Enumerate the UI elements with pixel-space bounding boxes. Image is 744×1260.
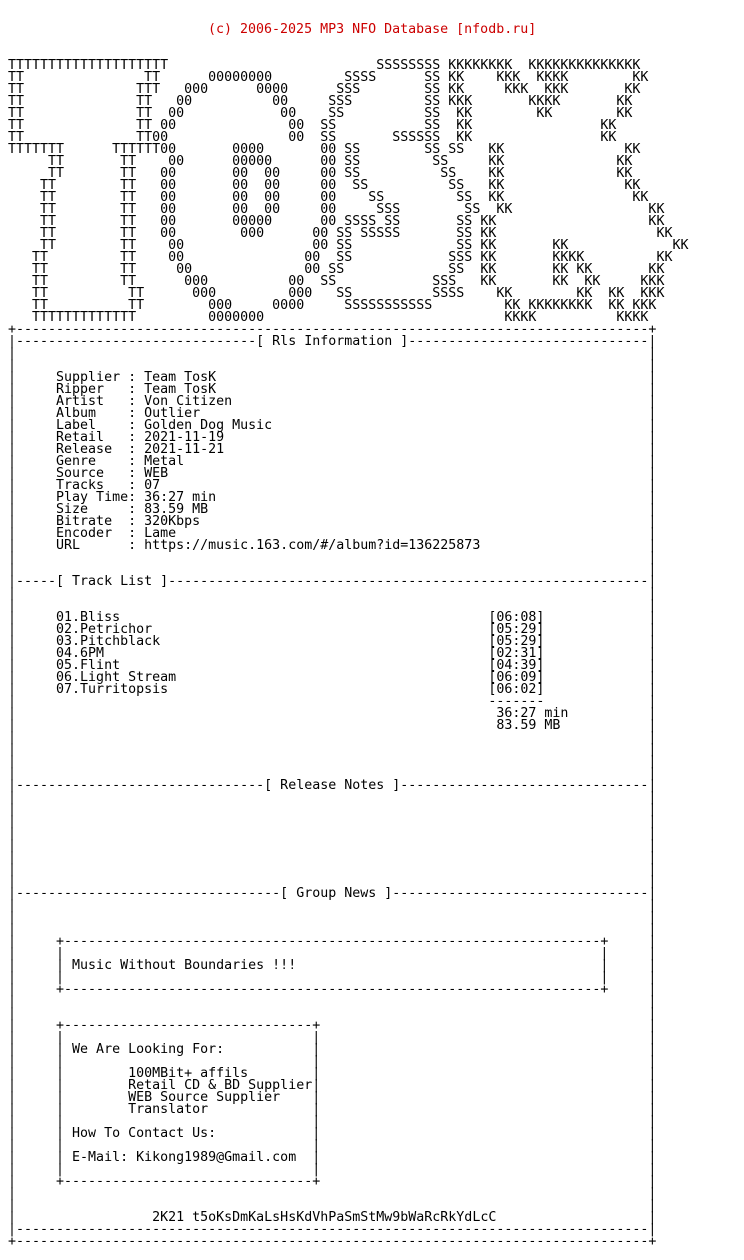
nfo-line: | | [8,730,657,745]
nfo-line: | | | | [8,1030,657,1045]
nfo-line: | | [8,850,657,865]
nfo-line: | | [8,814,657,829]
nfo-line: TT TT 00 00 00 00 SS SS KK KK [8,190,649,205]
nfo-line: | 07.Turritopsis [06:02] | [8,682,657,697]
nfo-line: |-------------------------------[ Release Notes ]-------------------------------| [8,778,657,793]
nfo-line: | Artist : Von Citizen | [8,394,657,409]
nfo-line: | | [8,766,657,781]
nfo-line: | | [8,826,657,841]
nfo-line: | 05.Flint [04:39] | [8,658,657,673]
nfo-line: TT TT 00 00 SS SS KK KK KK [8,238,689,253]
nfo-line: TT TT 00 00 00 00 SSS SS KK KK [8,202,665,217]
nfo-line: TT TT 00 00000 00 SS SS KK KK [8,154,633,169]
nfo-line: | URL : https://music.163.com/#/album?id=136225873 | [8,538,657,553]
nfo-line: | | [8,1198,657,1213]
nfo-line: TT TT 00000000 SSSS SS KK KKK KKKK KK [8,70,649,85]
nfo-line: | +-------------------------------------------------------------------+ | [8,982,657,997]
nfo-line: | Size : 83.59 MB | [8,502,657,517]
nfo-line: TT TT 00 00000 00 SSSS SS SS KK KK [8,214,665,229]
nfo-line: | | [8,994,657,1009]
nfo-line: TTTTTTTTTTTTTTTTTTTT SSSSSSSS KKKKKKKK KKKKKKKKKKKKKK [8,58,641,73]
nfo-line: | | [8,358,657,373]
nfo-line: | | [8,1186,657,1201]
nfo-line: | Bitrate : 320Kbps | [8,514,657,529]
nfo-line: TTTTTTT TTTTTT00 0000 00 SS SS SS KK KK [8,142,641,157]
nfo-line: TT TT 00 000 00 SS SSSSS SS KK KK [8,226,673,241]
nfo-line: | 01.Bliss [06:08] | [8,610,657,625]
nfo-line: | | [8,346,657,361]
nfo-line: | | [8,790,657,805]
nfo-line: |------------------------------[ Rls Information ]------------------------------| [8,334,657,349]
nfo-line: | | | | [8,1138,657,1153]
nfo-line: | | | | [8,946,657,961]
nfo-line: |-------------------------------------------------------------------------------| [8,1222,657,1237]
nfo-line: TT TT 00 00 SS SSS KK KKKK KK [8,250,673,265]
nfo-line: TT TT 00 00 00 00 SS SS KK KK [8,166,633,181]
nfo-line: TT TT 000 0000 SSSSSSSSSSS KK KKKKKKKK KK KKK [8,298,657,313]
nfo-line: | | E-Mail: Kikong1989@Gmail.com | | [8,1150,657,1165]
nfo-line: TT TT 000 000 SS SSSS KK KK KK KKK [8,286,665,301]
nfo-line: | | [8,910,657,925]
nfo-line: | | We Are Looking For: | | [8,1042,657,1057]
nfo-line: | Supplier : Team TosK | [8,370,657,385]
nfo-line: | | Retail CD & BD Supplier| | [8,1078,657,1093]
nfo-line: | | [8,922,657,937]
nfo-line: TT TT 00 00 SSS SS KKK KKKK KK [8,94,633,109]
nfo-line: | | How To Contact Us: | | [8,1126,657,1141]
nfo-line: | Source : WEB | [8,466,657,481]
nfo-line: |---------------------------------[ Group News ]--------------------------------| [8,886,657,901]
nfo-line: | 06.Light Stream [06:09] | [8,670,657,685]
nfo-line: | | [8,898,657,913]
nfo-line: | | [8,562,657,577]
nfo-line: +-------------------------------------------------------------------------------+ [8,1234,657,1249]
nfo-line: | Retail : 2021-11-19 | [8,430,657,445]
nfo-line: TT TT 00 00 00 00 SS SS KK KK [8,178,641,193]
nfo-line: | +-------------------------------+ | [8,1174,657,1189]
copyright-line[interactable]: (c) 2006-2025 MP3 NFO Database [nfodb.ru] [208,22,537,37]
nfo-line: | 36:27 min | [8,706,657,721]
nfo-line: TT TTT 000 0000 SSS SS KK KKK KKK KK [8,82,641,97]
nfo-line: | | [8,754,657,769]
nfo-line: | | | | [8,1054,657,1069]
nfo-line: | Encoder : Lame | [8,526,657,541]
nfo-line: | Tracks : 07 | [8,478,657,493]
nfo-line: | +-------------------------------+ | [8,1018,657,1033]
nfo-line: | | Translator | | [8,1102,657,1117]
nfo-line: | | 100MBit+ affils | | [8,1066,657,1081]
nfo-document [8,0,688,1260]
nfo-line: | | [8,550,657,565]
nfo-line: | Release : 2021-11-21 | [8,442,657,457]
nfo-line: | Album : Outlier | [8,406,657,421]
nfo-line: TT TT 000 00 SS SSS KK KK KK KKK [8,274,665,289]
nfo-line: | | | | [8,1162,657,1177]
nfo-line: | | | | [8,1114,657,1129]
nfo-line: | 83.59 MB | [8,718,657,733]
nfo-line: |-----[ Track List ]------------------------------------------------------------| [8,574,657,589]
nfo-line: | 04.6PM [02:31] | [8,646,657,661]
nfo-line: | | [8,874,657,889]
nfo-line: | | [8,838,657,853]
nfo-line: +-------------------------------------------------------------------------------+ [8,322,657,337]
nfo-line: TT TT 00 00 SS SS KK KK KK KK [8,262,665,277]
nfo-line: TT TT 00 00 SS SS KK KK [8,118,617,133]
nfo-line: | | [8,1006,657,1021]
nfo-body [8,60,688,1248]
nfo-line: | | [8,598,657,613]
nfo-line: | 2K21 t5oKsDmKaLsHsKdVhPaSmStMw9bWaRcRkYdLcC | [8,1210,657,1225]
nfo-line: | Genre : Metal | [8,454,657,469]
nfo-line: TT TT 00 00 SS SS KK KK KK [8,106,633,121]
nfo-line: | Label : Golden Dog Music | [8,418,657,433]
nfo-line: | | [8,862,657,877]
nfo-line: | | Music Without Boundaries !!! | | [8,958,657,973]
nfo-line: | ------- | [8,694,657,709]
nfo-line: | | [8,802,657,817]
nfo-line: | 02.Petrichor [05:29] | [8,622,657,637]
nfo-line: | | WEB Source Supplier | | [8,1090,657,1105]
nfo-line: TTTTTTTTTTTTT 0000000 KKKK KKKK [8,310,649,325]
nfo-line: | | [8,742,657,757]
nfo-line: | Ripper : Team TosK | [8,382,657,397]
nfo-line: | | [8,586,657,601]
nfo-line: | Play Time: 36:27 min | [8,490,657,505]
nfo-line: | 03.Pitchblack [05:29] | [8,634,657,649]
nfo-line: TT TT00 00 SS SSSSSS KK KK [8,130,617,145]
nfo-line: | +-------------------------------------------------------------------+ | [8,934,657,949]
nfo-line: | | | | [8,970,657,985]
